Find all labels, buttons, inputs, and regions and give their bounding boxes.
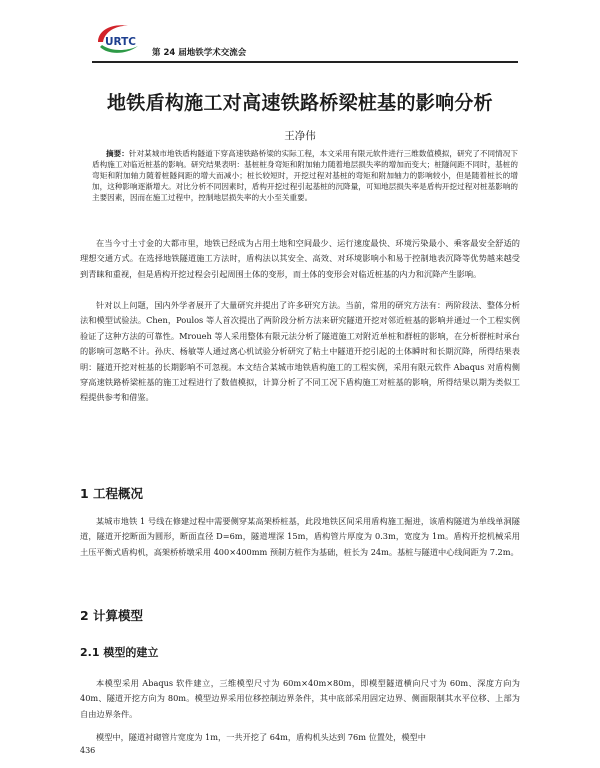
author-name: 王净伟 [284,130,316,142]
header-rule [92,61,518,63]
page-number: 436 [80,746,96,755]
intro-paragraph-1: 在当今寸土寸金的大都市里，地铁已经成为占用土地和空间最少、运行速度最快、环境污染最小、乘客最安全舒适的理想交通方式。在选择地铁隧道施工方法时，盾构法以其安全、高效、对环境影响小和易于控制地表沉降等优势越来越受到青睐和重视，但是盾构开挖过程会引起周围土体的变形，而土体的变形会对临近桩基的内力和沉降产生影响。 [80,238,520,279]
abstract [92,148,518,203]
section-1-heading: 1 工程概况 [80,486,144,501]
abstract-text: 针对某城市地铁盾构隧道下穿高速铁路桥梁的实际工程，本文采用有限元软件进行三维数值模拟，研究了不同情况下盾构施工对临近桩基的影响。研究结果表明：基桩桩身弯矩和附加轴力随着地层损失率的增加而变大；桩隧间距不同时，基桩的弯矩和附加轴力随着桩隧间距的增大而减小；桩长较短时，开挖过程对基桩的弯矩和附加轴力的影响较小，但是随着桩长的增加，这种影响逐渐增大。对比分析不同因素时，盾构开挖过程引起基桩的沉降量，可知地层损失率是盾构开挖过程对桩基影响的主要因素，因而在施工过程中，控制地层损失率的大小至关重要。 [92,149,518,203]
logo-text: URTC [105,36,137,48]
abstract-label: 摘要： [106,149,129,158]
section-2-1-paragraph-2: 模型中，隧道衬砌管片宽度为 1m，一共开挖了 64m，盾构机头达到 76m 位置处，模型中 [96,732,426,742]
paper-title: 地铁盾构施工对高速铁路桥梁桩基的影响分析 [106,92,493,114]
intro-paragraph-2: 针对以上问题，国内外学者展开了大量研究并提出了许多研究方法。当前，常用的研究方法有：两阶段法、整体分析法和模型试验法。Chen，Poulos 等人首次提出了两阶段分析方法来研究隧道开挖对邻近桩基的影响并通过一个工程实例验证了这种方法的可靠性。Mroueh 等人采用整体有限元法分析了隧道施工对附近单桩和群桩的影响，在分析群桩时承台的影响可忽略不计。孙庆、杨敏等人通过离心机试验分析研究了粘土中隧道开挖引起的土体瞬时和长期沉降，所得结果表明：隧道开挖对桩基的长期影响不可忽视。本文结合某城市地铁盾构施工的工程实例，采用有限元软件 Abaqus 对盾构侧穿高速铁路桥梁桩基的施工过程进行了数值模拟，计算分析了不同工况下盾构施工对桩基的影响，所得结果以期为类似工程提供参考和借鉴。 [80,300,520,403]
section-1-paragraph: 某城市地铁 1 号线在修建过程中需要侧穿某高架桥桩基，此段地铁区间采用盾构施工掘进，该盾构隧道为单线单洞隧道，隧道开挖断面为圆形，断面直径 D=6m，隧道埋深 15m，盾构管片厚度为 0.3m，宽度为 1m。盾构开挖机械采用土压平衡式盾构机，高架桥桥墩采用 400×400mm 预制方桩作为基础，桩长为 24m。基桩与隧道中心线间距为 7.2m。 [80,516,520,557]
section-2-1-heading: 2.1 模型的建立 [80,646,159,659]
section-2-1-paragraph-1: 本模型采用 Abaqus 软件建立，三维模型尺寸为 60m×40m×80m，即模型隧道横向尺寸为 60m、深度方向为 40m、隧道开挖方向为 80m。模型边界采用位移控制边界条件，其中底部采用固定边界、侧面限制其水平位移、上部为自由边界条件。 [80,678,520,719]
conference-name: 第 24 届地铁学术交流会 [152,48,247,58]
section-2-heading: 2 计算模型 [80,608,144,623]
urtc-logo [92,20,148,60]
